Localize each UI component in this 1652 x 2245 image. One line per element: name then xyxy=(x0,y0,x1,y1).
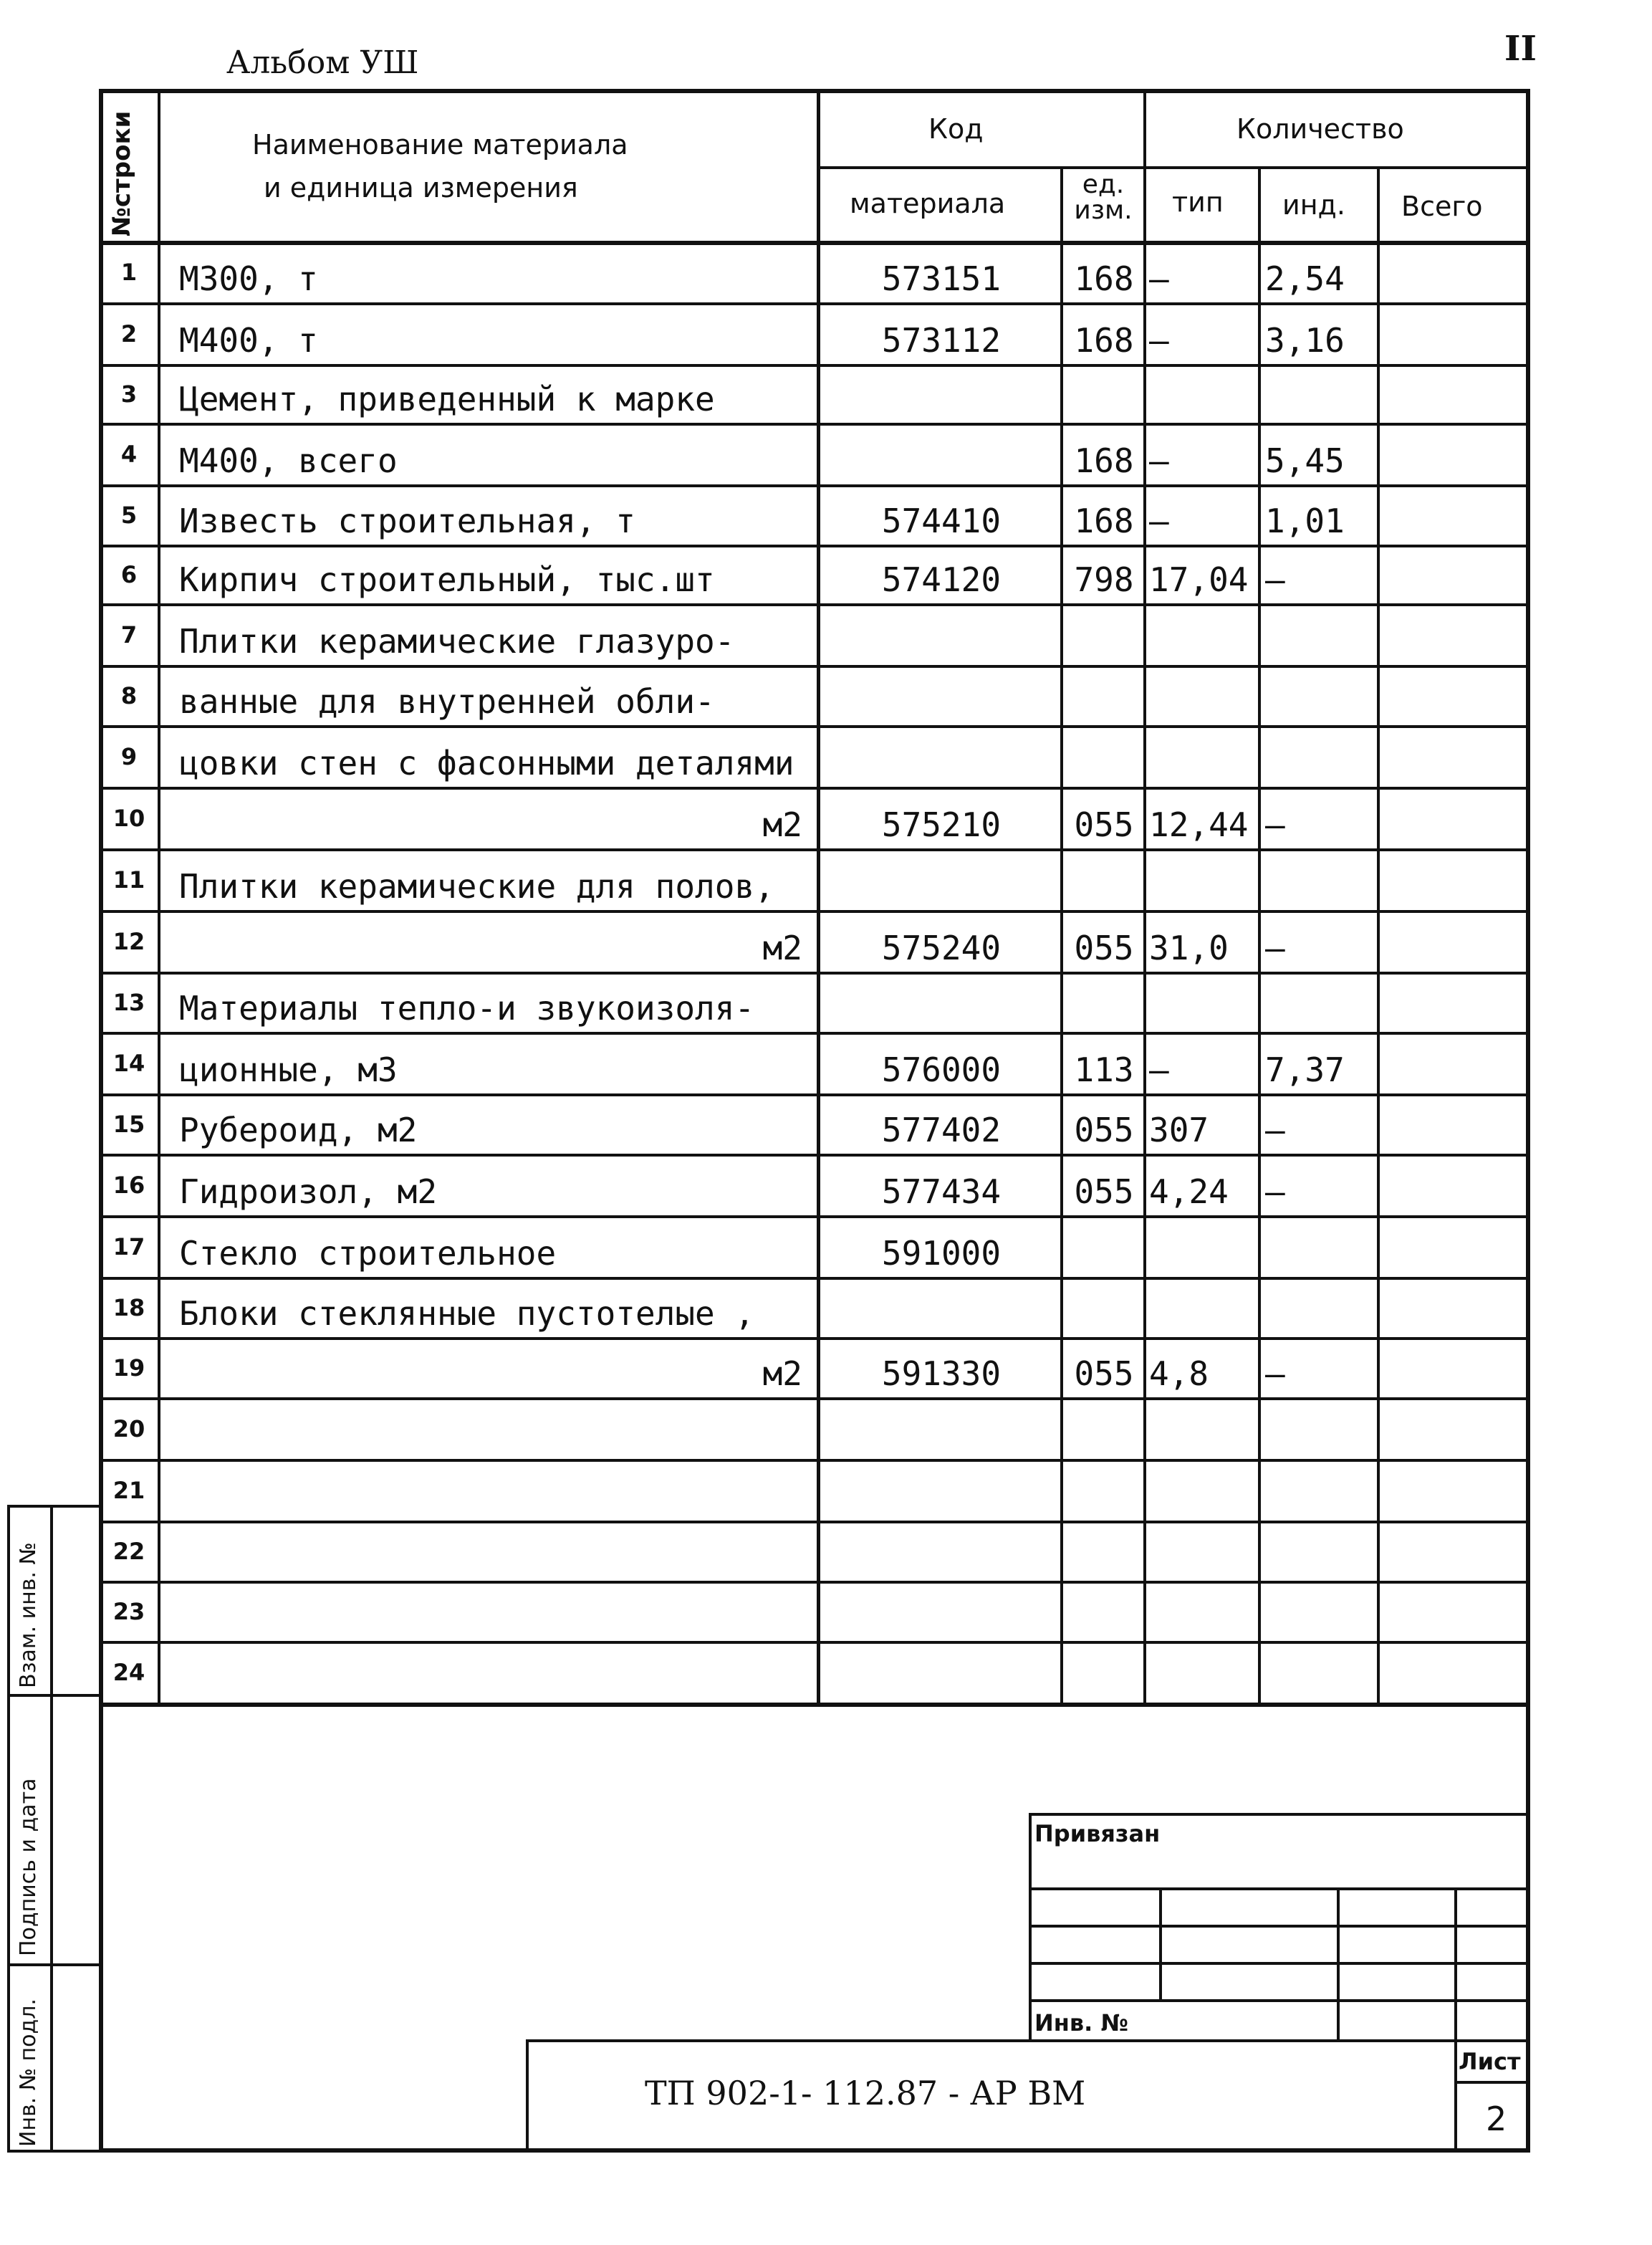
header-qty-total: Всего xyxy=(1401,191,1483,222)
row-divider xyxy=(100,1703,1527,1707)
row-number: 9 xyxy=(120,743,138,770)
header-divider xyxy=(817,166,1527,169)
unit-code: 798 xyxy=(1074,560,1134,599)
side-divider xyxy=(7,1963,100,1966)
row-divider xyxy=(100,787,1527,790)
row-divider xyxy=(100,1397,1527,1400)
unit-code: 055 xyxy=(1074,805,1134,844)
row-number: 5 xyxy=(120,502,138,529)
row-divider xyxy=(100,545,1527,547)
qty-type: 4,8 xyxy=(1149,1354,1209,1393)
stamp-privyazan-box xyxy=(1029,1813,1526,2042)
header-quantity: Количество xyxy=(1236,113,1404,145)
stamp-line xyxy=(1454,2081,1529,2084)
row-number: 11 xyxy=(112,866,145,894)
material-name: Известь строительная, т xyxy=(179,502,635,540)
qty-ind: – xyxy=(1265,805,1285,844)
qty-type: – xyxy=(1149,321,1169,360)
qty-ind: – xyxy=(1265,1172,1285,1211)
qty-type: – xyxy=(1149,1050,1169,1089)
row-number: 4 xyxy=(120,441,138,468)
row-number: 2 xyxy=(120,320,138,348)
material-name: Стекло строительное xyxy=(179,1234,557,1273)
stamp-line xyxy=(1029,1962,1526,1965)
material-code: 575240 xyxy=(881,929,1002,967)
qty-type: – xyxy=(1149,259,1169,298)
row-divider xyxy=(100,364,1527,367)
qty-ind: – xyxy=(1265,929,1285,967)
stamp-line xyxy=(1337,1887,1340,2039)
stamp-line xyxy=(1029,1887,1526,1890)
row-divider xyxy=(100,1032,1527,1035)
unit-code: 168 xyxy=(1074,441,1134,480)
material-name: м2 xyxy=(762,1354,802,1393)
header-qty-ind: инд. xyxy=(1282,189,1345,221)
material-name: м2 xyxy=(762,805,802,844)
unit-code: 113 xyxy=(1074,1050,1134,1089)
col-divider xyxy=(158,92,160,1703)
row-divider xyxy=(100,972,1527,975)
material-name: Гидроизол, м2 xyxy=(179,1172,438,1211)
row-number: 3 xyxy=(120,380,138,408)
stamp-line xyxy=(1029,1999,1526,2002)
qty-ind: – xyxy=(1265,1354,1285,1393)
material-name: М400, т xyxy=(179,321,318,360)
header-code-unit: ед. изм. xyxy=(1074,170,1133,225)
stamp-line xyxy=(526,2039,529,2153)
row-divider xyxy=(100,910,1527,913)
material-name: ционные, м3 xyxy=(179,1050,398,1089)
side-label-inv-podl: Инв. № подл. xyxy=(16,1999,41,2147)
material-name: Плитки керамические для полов, xyxy=(179,867,774,906)
qty-type: 17,04 xyxy=(1149,560,1249,599)
qty-ind: 3,16 xyxy=(1265,321,1345,360)
qty-type: 12,44 xyxy=(1149,805,1249,844)
material-name: м2 xyxy=(762,929,802,967)
stamp-privyazan: Привязан xyxy=(1034,1820,1161,1847)
row-divider xyxy=(100,1215,1527,1218)
unit-code: 055 xyxy=(1074,1111,1134,1149)
row-divider xyxy=(100,1093,1527,1096)
row-number: 6 xyxy=(120,561,138,588)
qty-ind: 1,01 xyxy=(1265,502,1345,540)
header-name-line2: и единица измерения xyxy=(264,172,578,204)
album-title: Альбом УШ xyxy=(226,44,419,81)
header-code-material: материала xyxy=(850,188,1006,219)
unit-code: 168 xyxy=(1074,502,1134,540)
material-name: цовки стен с фасонными деталями xyxy=(179,744,794,782)
qty-ind: 7,37 xyxy=(1265,1050,1345,1089)
row-divider xyxy=(100,665,1527,668)
material-code: 573112 xyxy=(881,321,1002,360)
header-qty-type: тип xyxy=(1172,186,1224,218)
row-number: 18 xyxy=(112,1294,145,1321)
stamp-sheet-number: 2 xyxy=(1486,2100,1507,2138)
row-divider xyxy=(100,725,1527,728)
row-divider xyxy=(100,302,1527,305)
row-number: 1 xyxy=(120,259,138,286)
qty-ind: – xyxy=(1265,560,1285,599)
header-divider xyxy=(100,241,1527,245)
material-name: М400, всего xyxy=(179,441,398,480)
row-divider xyxy=(100,1581,1527,1584)
material-code: 591000 xyxy=(881,1234,1002,1273)
row-divider xyxy=(100,423,1527,426)
row-divider xyxy=(100,848,1527,851)
col-divider xyxy=(1377,166,1380,1703)
material-code: 574410 xyxy=(881,502,1002,540)
row-divider xyxy=(100,603,1527,606)
row-number: 7 xyxy=(120,621,138,648)
row-number: 12 xyxy=(112,928,145,955)
row-number: 14 xyxy=(112,1050,145,1077)
stamp-doc-code: ТП 902-1- 112.87 - АР ВМ xyxy=(645,2074,1086,2112)
qty-ind: 5,45 xyxy=(1265,441,1345,480)
row-number: 8 xyxy=(120,682,138,709)
row-number: 19 xyxy=(112,1354,145,1382)
material-name: Плитки керамические глазуро- xyxy=(179,622,735,661)
stamp-line xyxy=(526,2039,1529,2042)
col-divider xyxy=(1143,92,1146,1703)
qty-type: 4,24 xyxy=(1149,1172,1229,1211)
material-code: 575210 xyxy=(881,805,1002,844)
material-name: М300, т xyxy=(179,259,318,298)
qty-type: 31,0 xyxy=(1149,929,1229,967)
row-number: 23 xyxy=(112,1598,145,1625)
col-divider xyxy=(1258,166,1261,1703)
row-divider xyxy=(100,1521,1527,1523)
row-number: 15 xyxy=(112,1111,145,1138)
material-name: Цемент, приведенный к марке xyxy=(179,380,715,418)
material-code: 576000 xyxy=(881,1050,1002,1089)
material-code: 577402 xyxy=(881,1111,1002,1149)
row-divider xyxy=(100,1459,1527,1462)
row-divider xyxy=(100,1154,1527,1157)
stamp-inv-no: Инв. № xyxy=(1034,2009,1128,2036)
side-label-sign-date: Подпись и дата xyxy=(16,1778,41,1956)
qty-ind: 2,54 xyxy=(1265,259,1345,298)
row-divider xyxy=(100,1337,1527,1340)
row-divider xyxy=(100,1277,1527,1280)
row-number: 13 xyxy=(112,989,145,1016)
header-code: Код xyxy=(928,113,984,145)
unit-code: 055 xyxy=(1074,1172,1134,1211)
unit-code: 055 xyxy=(1074,1354,1134,1393)
row-number: 17 xyxy=(112,1233,145,1260)
material-code: 577434 xyxy=(881,1172,1002,1211)
side-label-inv-zam: Взам. инв. № xyxy=(16,1542,41,1688)
qty-type: – xyxy=(1149,441,1169,480)
stamp-sheet-label: Лист xyxy=(1459,2048,1521,2075)
material-name: Блоки стеклянные пустотелые , xyxy=(179,1294,755,1333)
header-name-line1: Наименование материала xyxy=(252,129,628,161)
qty-ind: – xyxy=(1265,1111,1285,1149)
qty-type: 307 xyxy=(1149,1111,1209,1149)
row-number: 20 xyxy=(112,1415,145,1442)
material-code: 574120 xyxy=(881,560,1002,599)
row-number: 16 xyxy=(112,1172,145,1199)
col-divider xyxy=(1060,166,1063,1703)
col-divider xyxy=(817,92,820,1703)
stamp-line xyxy=(1454,1887,1457,2153)
material-name: Рубероид, м2 xyxy=(179,1111,418,1149)
row-number: 21 xyxy=(112,1477,145,1504)
qty-type: – xyxy=(1149,502,1169,540)
page-number: II xyxy=(1504,29,1537,69)
side-divider xyxy=(50,1505,53,2153)
stamp-line xyxy=(1029,1925,1526,1928)
row-number: 24 xyxy=(112,1659,145,1686)
unit-code: 168 xyxy=(1074,321,1134,360)
row-number: 22 xyxy=(112,1538,145,1565)
material-name: Материалы тепло-и звукоизоля- xyxy=(179,989,755,1028)
unit-code: 055 xyxy=(1074,929,1134,967)
material-code: 591330 xyxy=(881,1354,1002,1393)
stamp-line xyxy=(1159,1887,1162,1999)
header-row-no: №строки xyxy=(107,110,136,236)
unit-code: 168 xyxy=(1074,259,1134,298)
side-divider xyxy=(7,1694,100,1697)
material-name: Кирпич строительный, тыс.шт xyxy=(179,560,715,599)
row-divider xyxy=(100,1641,1527,1644)
row-number: 10 xyxy=(112,805,145,832)
material-code: 573151 xyxy=(881,259,1002,298)
material-name: ванные для внутренней обли- xyxy=(179,682,715,721)
row-divider xyxy=(100,484,1527,487)
